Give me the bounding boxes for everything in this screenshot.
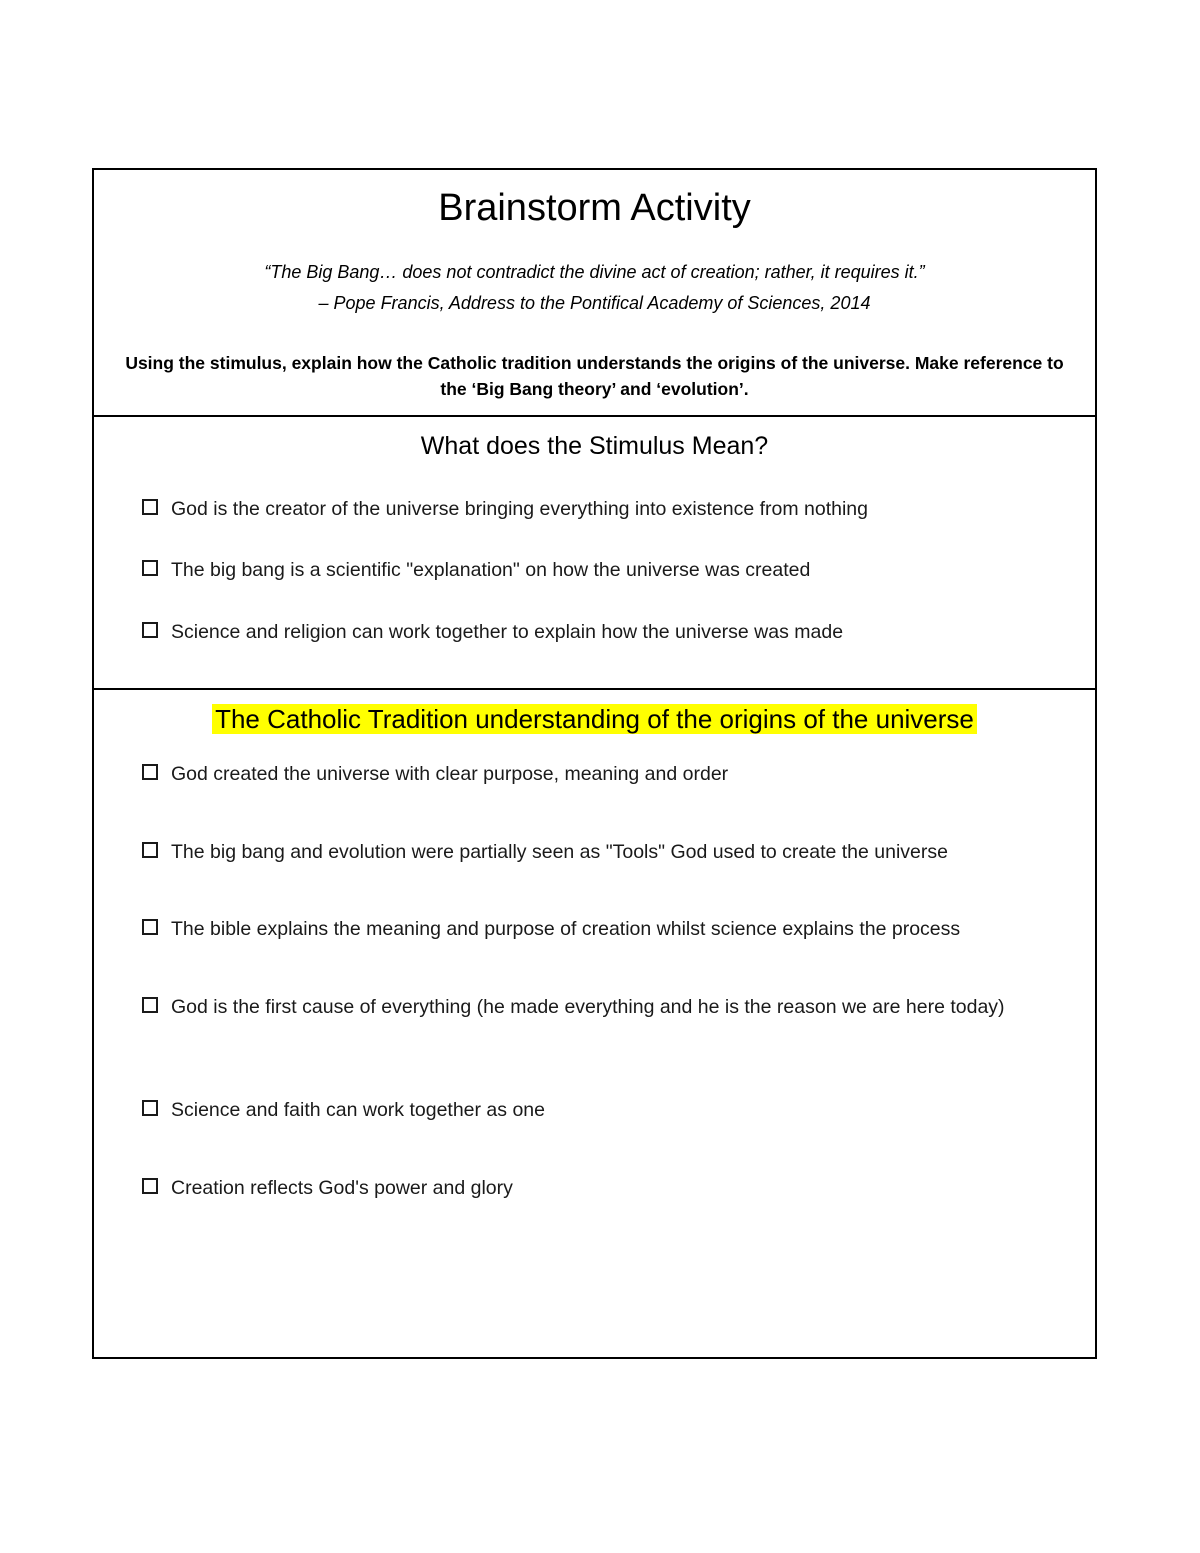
page-title: Brainstorm Activity	[438, 187, 751, 229]
list-item-label: God created the universe with clear purpose, meaning and order	[171, 763, 729, 785]
quote-attribution: – Pope Francis, Address to the Pontifical Academy of Sciences, 2014	[318, 293, 871, 313]
stimulus-section	[94, 417, 1095, 690]
checkbox-icon[interactable]	[142, 560, 158, 576]
list-item	[142, 995, 1052, 1020]
list-item-label: God is the creator of the universe bringing everything into existence from nothing	[171, 498, 868, 520]
list-item-label: Science and religion can work together to explain how the universe was made	[171, 621, 844, 643]
checkbox-icon[interactable]	[142, 997, 158, 1013]
task-prompt: Using the stimulus, explain how the Catholic tradition understands the origins of the universe. Make reference to the ‘Big Bang theory’ and ‘evolution’.	[125, 353, 1064, 399]
checkbox-icon[interactable]	[142, 1178, 158, 1194]
checkbox-icon[interactable]	[142, 919, 158, 935]
list-item-label: The big bang is a scientific "explanation" on how the universe was created	[171, 559, 811, 581]
checkbox-icon[interactable]	[142, 1100, 158, 1116]
checkbox-icon[interactable]	[142, 622, 158, 638]
list-item	[142, 1098, 1052, 1123]
checkbox-icon[interactable]	[142, 842, 158, 858]
list-item	[142, 497, 1052, 522]
stimulus-section-title: What does the Stimulus Mean?	[420, 432, 769, 460]
stimulus-quote: “The Big Bang… does not contradict the divine act of creation; rather, it requires it.”	[264, 262, 925, 282]
list-item-label: The big bang and evolution were partially seen as "Tools" God used to create the universe	[171, 841, 948, 863]
tradition-section-title	[94, 702, 1095, 736]
list-item	[142, 558, 1052, 583]
list-item	[142, 840, 1052, 865]
list-item	[142, 1176, 1052, 1201]
tradition-section	[94, 690, 1095, 1357]
list-item-label: The bible explains the meaning and purpose of creation whilst science explains the process	[171, 918, 961, 940]
checkbox-icon[interactable]	[142, 499, 158, 515]
list-item	[142, 762, 1052, 787]
highlighted-title: The Catholic Tradition understanding of the origins of the universe	[212, 704, 977, 734]
list-item-label: Creation reflects God's power and glory	[171, 1177, 513, 1199]
list-item	[142, 917, 1052, 942]
checkbox-icon[interactable]	[142, 764, 158, 780]
header-section	[94, 170, 1095, 417]
list-item	[142, 620, 1052, 645]
list-item-label: Science and faith can work together as one	[171, 1099, 545, 1121]
worksheet-frame	[92, 168, 1097, 1359]
list-item-label: God is the first cause of everything (he made everything and he is the reason we are here today)	[171, 996, 1005, 1018]
